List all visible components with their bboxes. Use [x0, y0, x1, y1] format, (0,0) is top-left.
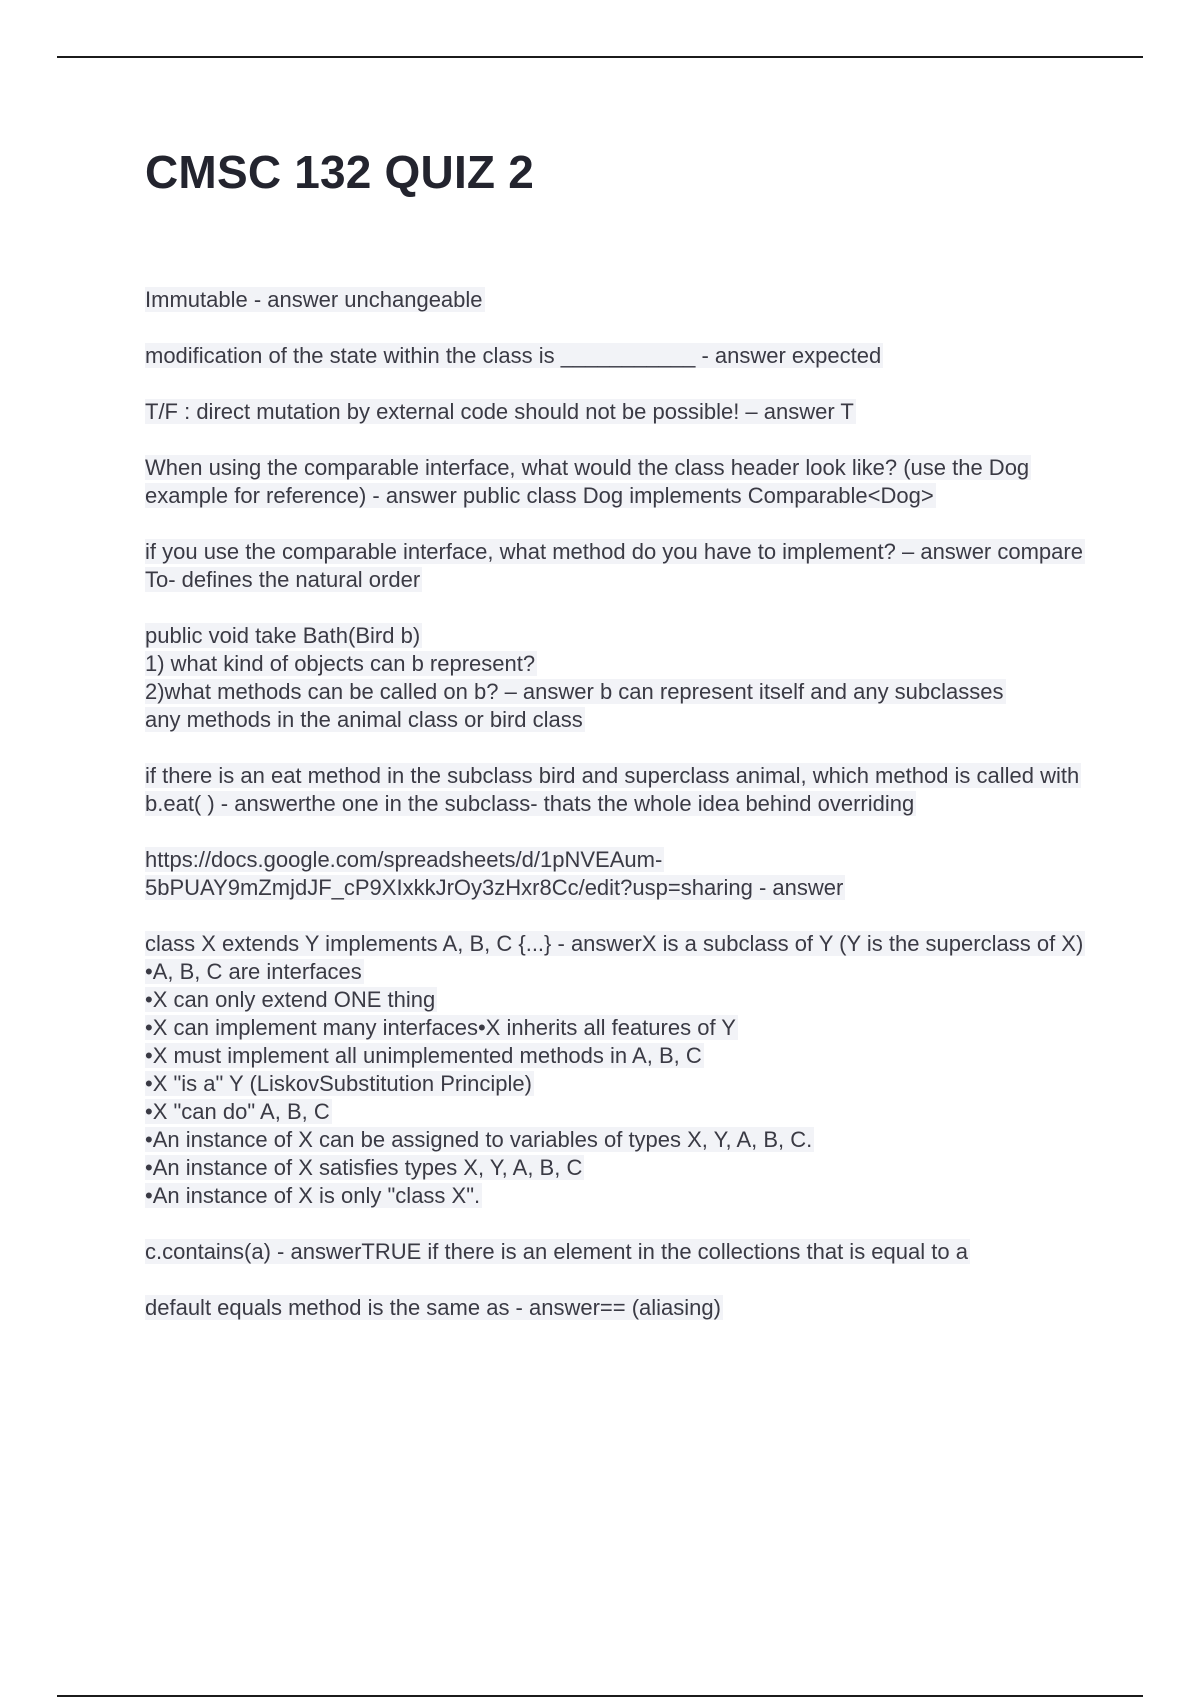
qa-item	[145, 762, 1090, 818]
qa-line: •X "can do" A, B, C	[145, 1099, 330, 1124]
qa-item	[145, 846, 1090, 902]
bottom-rule	[57, 1695, 1143, 1697]
qa-item	[145, 1238, 1090, 1266]
qa-line: •X can only extend ONE thing	[145, 987, 436, 1012]
qa-item	[145, 538, 1090, 594]
qa-list	[145, 286, 1090, 1350]
qa-line: •X can implement many interfaces•X inherits all features of Y	[145, 1015, 736, 1040]
qa-line: modification of the state within the class is ___________ - answer expected	[145, 343, 882, 368]
qa-line: •An instance of X satisfies types X, Y, A, B, C	[145, 1155, 583, 1180]
qa-item	[145, 930, 1090, 1210]
qa-line: public void take Bath(Bird b)	[145, 623, 421, 648]
qa-item	[145, 286, 1090, 314]
qa-line: any methods in the animal class or bird class	[145, 707, 583, 732]
qa-line: •X must implement all unimplemented methods in A, B, C	[145, 1043, 702, 1068]
qa-line: 2)what methods can be called on b? – answer b can represent itself and any subclasses	[145, 679, 1004, 704]
qa-line: 1) what kind of objects can b represent?	[145, 651, 536, 676]
qa-line: class X extends Y implements A, B, C {...} - answerX is a subclass of Y (Y is the superclass of X)	[145, 931, 1084, 956]
qa-line: T/F : direct mutation by external code should not be possible! – answer T	[145, 399, 854, 424]
qa-line: Immutable - answer unchangeable	[145, 287, 483, 312]
qa-line: •An instance of X is only "class X".	[145, 1183, 481, 1208]
qa-line	[145, 846, 1090, 902]
qa-line: if there is an eat method in the subclass bird and superclass animal, which method is called with b.eat( ) - answerthe one in the subclass- thats the whole idea behind overriding	[145, 763, 1080, 816]
qa-line: if you use the comparable interface, what method do you have to implement? – answer compare To- defines the natural order	[145, 539, 1083, 592]
top-rule	[57, 56, 1143, 58]
qa-item	[145, 342, 1090, 370]
qa-line: •X "is a" Y (LiskovSubstitution Principle)	[145, 1071, 532, 1096]
qa-item	[145, 622, 1090, 734]
qa-line: •An instance of X can be assigned to variables of types X, Y, A, B, C.	[145, 1127, 813, 1152]
qa-line: •A, B, C are interfaces	[145, 959, 362, 984]
qa-item	[145, 454, 1090, 510]
qa-item	[145, 398, 1090, 426]
qa-item	[145, 1294, 1090, 1322]
document-title: CMSC 132 QUIZ 2	[145, 146, 534, 198]
qa-line: default equals method is the same as - answer== (aliasing)	[145, 1295, 721, 1320]
qa-line: c.contains(a) - answerTRUE if there is an element in the collections that is equal to a	[145, 1239, 968, 1264]
qa-line: When using the comparable interface, what would the class header look like? (use the Dog example for reference) - answer public class Dog implements Comparable<Dog>	[145, 455, 1030, 508]
spreadsheet-link-text: https://docs.google.com/spreadsheets/d/1pNVEAum-5bPUAY9mZmjdJF_cP9XIxkkJrOy3zHxr8Cc/edit?usp=sharing - answer	[145, 847, 844, 900]
